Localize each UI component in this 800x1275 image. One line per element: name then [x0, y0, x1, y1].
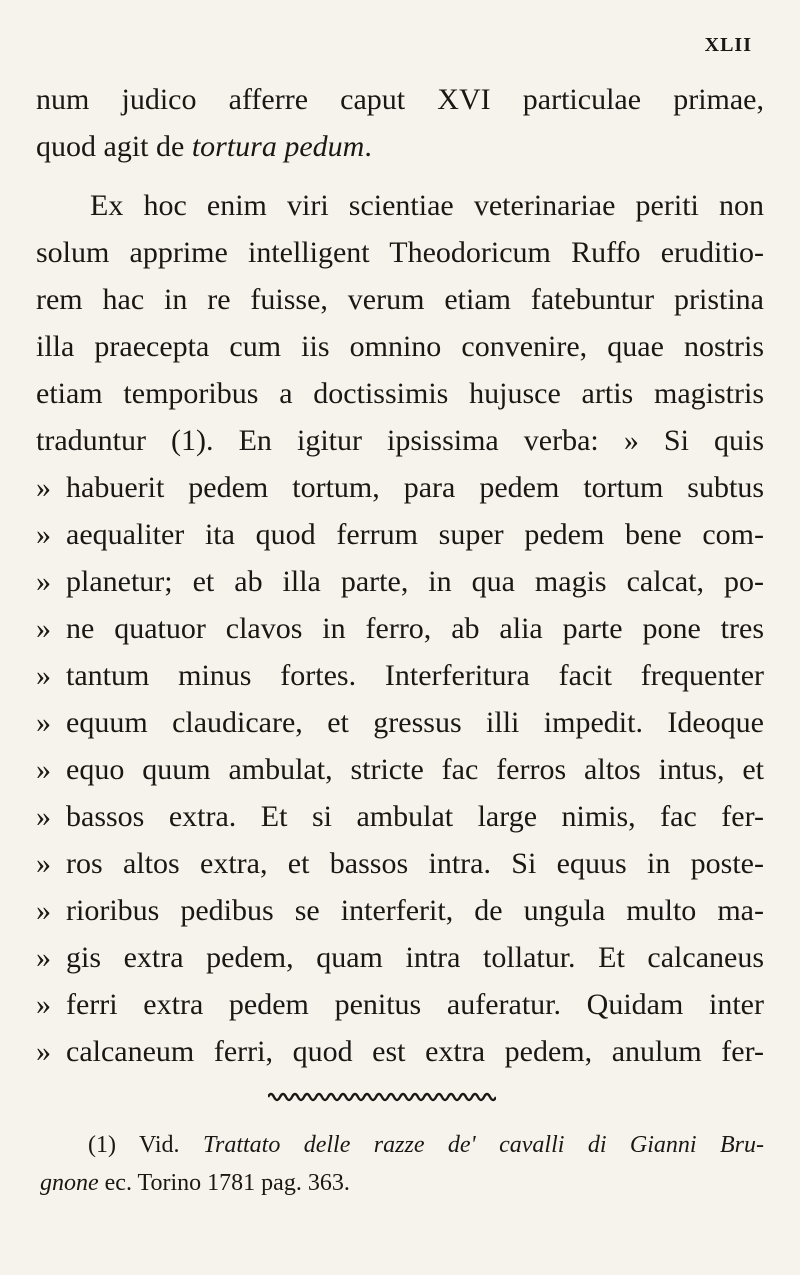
quote-mark: »	[36, 612, 51, 645]
quoted-line	[36, 840, 764, 887]
quote-mark: »	[36, 847, 51, 880]
quoted-text: gis extra pedem, quam intra tollatur. Et calcaneus	[66, 941, 764, 974]
quoted-text: rioribus pedibus se interferit, de ungula multo ma-	[66, 894, 764, 927]
quote-mark: »	[36, 565, 51, 598]
quoted-text: calcaneum ferri, quod est extra pedem, anulum fer-	[66, 1035, 764, 1068]
footnote-line	[40, 1164, 764, 1202]
quote-mark: »	[36, 800, 51, 833]
quoted-line	[36, 887, 764, 934]
quoted-line	[36, 605, 764, 652]
quoted-text: equum claudicare, et gressus illi impedit. Ideoque	[66, 706, 764, 739]
quoted-text: planetur; et ab illa parte, in qua magis calcat, po-	[66, 565, 764, 598]
quoted-line	[36, 793, 764, 840]
quote-mark: »	[36, 706, 51, 739]
quoted-line	[36, 558, 764, 605]
text-line: Ex hoc enim viri scientiae veterinariae periti non	[90, 189, 764, 222]
quoted-text: habuerit pedem tortum, para pedem tortum subtus	[66, 471, 764, 504]
quote-mark: »	[36, 1035, 51, 1068]
quoted-text: ros altos extra, et bassos intra. Si equus in poste-	[66, 847, 764, 880]
text-line: rem hac in re fuisse, verum etiam fatebuntur pristina	[36, 283, 764, 316]
quote-mark: »	[36, 753, 51, 786]
footnote-title: Trattato delle razze de' cavalli di Gianni Bru-	[202, 1132, 764, 1158]
footnote	[40, 1126, 764, 1202]
quoted-text: bassos extra. Et si ambulat large nimis, fac fer-	[66, 800, 764, 833]
quoted-text: equo quum ambulat, stricte fac ferros altos intus, et	[66, 753, 764, 786]
text-line: etiam temporibus a doctissimis hujusce artis magistris	[36, 377, 764, 410]
quote-mark: »	[36, 471, 51, 504]
footnote-reference: ec. Torino 1781 pag. 363.	[98, 1170, 350, 1196]
quoted-text: ne quatuor clavos in ferro, ab alia parte pone tres	[66, 612, 764, 645]
quoted-line	[36, 746, 764, 793]
text-fragment: .	[364, 130, 372, 163]
quoted-line	[36, 699, 764, 746]
quote-mark: »	[36, 518, 51, 551]
text-line: illa praecepta cum iis omnino convenire, quae nostris	[36, 330, 764, 363]
text-line	[36, 123, 764, 170]
wavy-rule-icon	[268, 1090, 496, 1104]
quoted-line	[36, 652, 764, 699]
text-fragment: quod agit de	[36, 130, 192, 163]
quoted-line	[36, 934, 764, 981]
quoted-line	[36, 981, 764, 1028]
footnote-line	[88, 1126, 764, 1164]
quote-mark: »	[36, 988, 51, 1021]
footnote-title-cont: gnone	[40, 1170, 99, 1196]
page-number: XLII	[704, 34, 752, 56]
quoted-text: tantum minus fortes. Interferitura facit frequenter	[66, 659, 764, 692]
quote-mark: »	[36, 894, 51, 927]
text-line: traduntur (1). En igitur ipsissima verba: » Si quis	[36, 424, 764, 457]
quoted-text: ferri extra pedem penitus auferatur. Quidam inter	[66, 988, 764, 1021]
footnote-marker: (1) Vid.	[88, 1132, 203, 1158]
text-line: solum apprime intelligent Theodoricum Ruffo eruditio-	[36, 236, 764, 269]
main-text	[36, 76, 764, 1075]
paragraph-gap	[36, 170, 764, 182]
quoted-line	[36, 464, 764, 511]
quoted-line	[36, 1028, 764, 1075]
quoted-text: aequaliter ita quod ferrum super pedem bene com-	[66, 518, 764, 551]
quoted-line	[36, 511, 764, 558]
quote-mark: »	[36, 941, 51, 974]
quote-mark: »	[36, 659, 51, 692]
italic-phrase: tortura pedum	[191, 130, 365, 163]
decorative-rule	[268, 1090, 496, 1104]
text-line: num judico afferre caput XVI particulae primae,	[36, 83, 764, 116]
